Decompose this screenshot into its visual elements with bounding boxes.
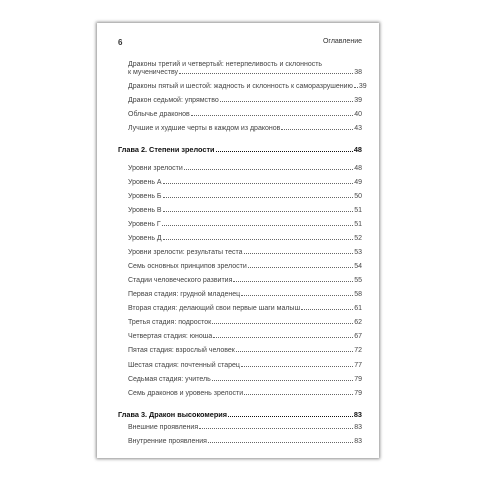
dot-leader <box>228 416 353 417</box>
toc-entry-title-line: Драконы третий и четвертый: нетерпеливость и склонность <box>128 61 323 68</box>
page-number: 6 <box>118 38 123 47</box>
toc-entry-title: Стадии человеческого развития <box>128 277 233 285</box>
toc-entry <box>118 165 362 172</box>
toc-entry-title: Пятая стадия: взрослый человек <box>128 347 235 355</box>
toc-entry-page: 72 <box>354 347 362 355</box>
toc-entry <box>118 193 362 200</box>
toc-entry-title: Лучшие и худшие черты в каждом из драконов <box>128 125 281 133</box>
toc-entry-page: 48 <box>353 145 362 155</box>
toc-entry-title: Шестая стадия: почтенный старец <box>128 361 240 369</box>
toc-entry-page: 79 <box>354 375 362 383</box>
running-title: Оглавление <box>322 38 362 45</box>
toc-entry-title: Глава 2. Степени зрелости <box>118 145 215 155</box>
dot-leader <box>163 211 354 212</box>
dot-leader <box>301 309 353 310</box>
toc-entry-title: Внутренние проявления <box>128 437 207 445</box>
toc-entry <box>118 362 362 369</box>
dot-leader <box>281 129 353 130</box>
toc-entry <box>118 305 362 312</box>
toc-entry-title: Первая стадия: грудной младенец <box>128 291 241 299</box>
dot-leader <box>191 115 353 116</box>
dot-leader <box>208 442 353 443</box>
toc-entry <box>118 291 362 298</box>
toc-entry <box>118 235 362 242</box>
toc-entry-title: Вторая стадия: делающий свои первые шаги малыш <box>128 305 301 313</box>
toc-entry-title: Драконы пятый и шестой: жадность и склонность к саморазрушению <box>128 83 353 91</box>
toc-entry <box>118 97 362 104</box>
toc-entry <box>118 263 362 270</box>
toc-entry-page: 53 <box>354 249 362 257</box>
toc-chapter-entry <box>118 410 362 419</box>
toc-entry-title: Уровень Д <box>128 235 162 243</box>
dot-leader <box>236 351 353 352</box>
toc-chapter-entry <box>118 145 362 154</box>
toc-entry-page: 54 <box>354 263 362 271</box>
toc-entry <box>118 207 362 214</box>
toc-entry-page: 39 <box>358 83 367 91</box>
dot-leader <box>241 366 353 367</box>
toc-entry-title: Семь драконов и уровень зрелости <box>128 389 244 397</box>
toc-entry <box>118 221 362 228</box>
dot-leader <box>179 73 353 74</box>
dot-leader <box>220 101 353 102</box>
toc-entry <box>118 333 362 340</box>
toc-entry-title: Внешние проявления <box>128 423 199 431</box>
toc-entry-title: Глава 3. Дракон высокомерия <box>118 409 228 419</box>
toc-entry <box>118 424 362 431</box>
toc-entry-title: Семь основных принципов зрелости <box>128 263 247 271</box>
toc-entry <box>118 249 362 256</box>
dot-leader <box>212 323 353 324</box>
toc-entry <box>118 111 362 118</box>
book-page <box>97 23 379 458</box>
toc-entry <box>118 83 367 91</box>
dot-leader <box>212 380 353 381</box>
dot-leader <box>244 253 354 254</box>
dot-leader <box>233 281 353 282</box>
toc-entry <box>118 376 362 383</box>
toc-entry-page: 79 <box>354 389 362 397</box>
toc-entry <box>118 179 362 186</box>
toc-entry-title: Облычье драконов <box>128 111 190 119</box>
toc-entry-title: Третья стадия: подросток <box>128 319 212 327</box>
toc-entry <box>118 390 362 397</box>
toc-entry-title: к мученичеству <box>128 69 179 76</box>
toc-entry <box>118 125 362 132</box>
dot-leader <box>216 151 353 152</box>
dot-leader <box>213 337 353 338</box>
dot-leader <box>244 394 353 395</box>
toc-entry-page: 48 <box>354 164 362 172</box>
toc-entry-page: 83 <box>354 437 362 445</box>
dot-leader <box>162 225 354 226</box>
toc-entry-page: 38 <box>354 69 362 76</box>
toc-entry-title: Уровень Б <box>128 193 162 201</box>
page-header <box>118 38 362 50</box>
toc-entry-page: 50 <box>354 193 362 201</box>
toc-entry-page: 51 <box>354 207 362 215</box>
toc-entry-title: Дракон седьмой: упрямство <box>128 97 219 105</box>
toc-entry-title: Четвертая стадия: юноша <box>128 333 213 341</box>
toc-entry-page: 40 <box>354 111 362 119</box>
toc-entry-title: Уровни зрелости: результаты теста <box>128 249 243 257</box>
dot-leader <box>163 183 354 184</box>
toc-entry <box>118 319 362 326</box>
toc-entry-title: Уровни зрелости <box>128 164 183 172</box>
toc-entry-title: Уровень Г <box>128 221 161 229</box>
dot-leader <box>248 267 353 268</box>
toc-entry-title: Седьмая стадия: учитель <box>128 375 211 383</box>
toc-entry <box>118 438 362 445</box>
toc-entry-page: 43 <box>354 125 362 133</box>
toc-entry <box>118 347 362 354</box>
dot-leader <box>199 428 353 429</box>
toc-entry-page: 61 <box>354 305 362 313</box>
toc-entry-page: 58 <box>354 291 362 299</box>
toc-entry <box>118 60 362 76</box>
dot-leader <box>354 87 358 88</box>
dot-leader <box>163 239 354 240</box>
toc-entry-page: 62 <box>354 319 362 327</box>
dot-leader <box>241 295 353 296</box>
toc-entry-page: 52 <box>354 235 362 243</box>
toc-entry-page: 49 <box>354 178 362 186</box>
dot-leader <box>184 169 353 170</box>
dot-leader <box>163 197 354 198</box>
toc-entry-page: 51 <box>354 221 362 229</box>
toc-entry-page: 83 <box>353 409 362 419</box>
toc-entry-page: 67 <box>354 333 362 341</box>
toc-entry-page: 55 <box>354 277 362 285</box>
toc-entry <box>118 277 362 284</box>
toc-entry-title: Уровень В <box>128 207 162 215</box>
toc-entry-page: 39 <box>354 97 362 105</box>
toc-entry-page: 83 <box>354 423 362 431</box>
toc-entry-page: 77 <box>354 361 362 369</box>
toc-entry-title: Уровень А <box>128 178 162 186</box>
